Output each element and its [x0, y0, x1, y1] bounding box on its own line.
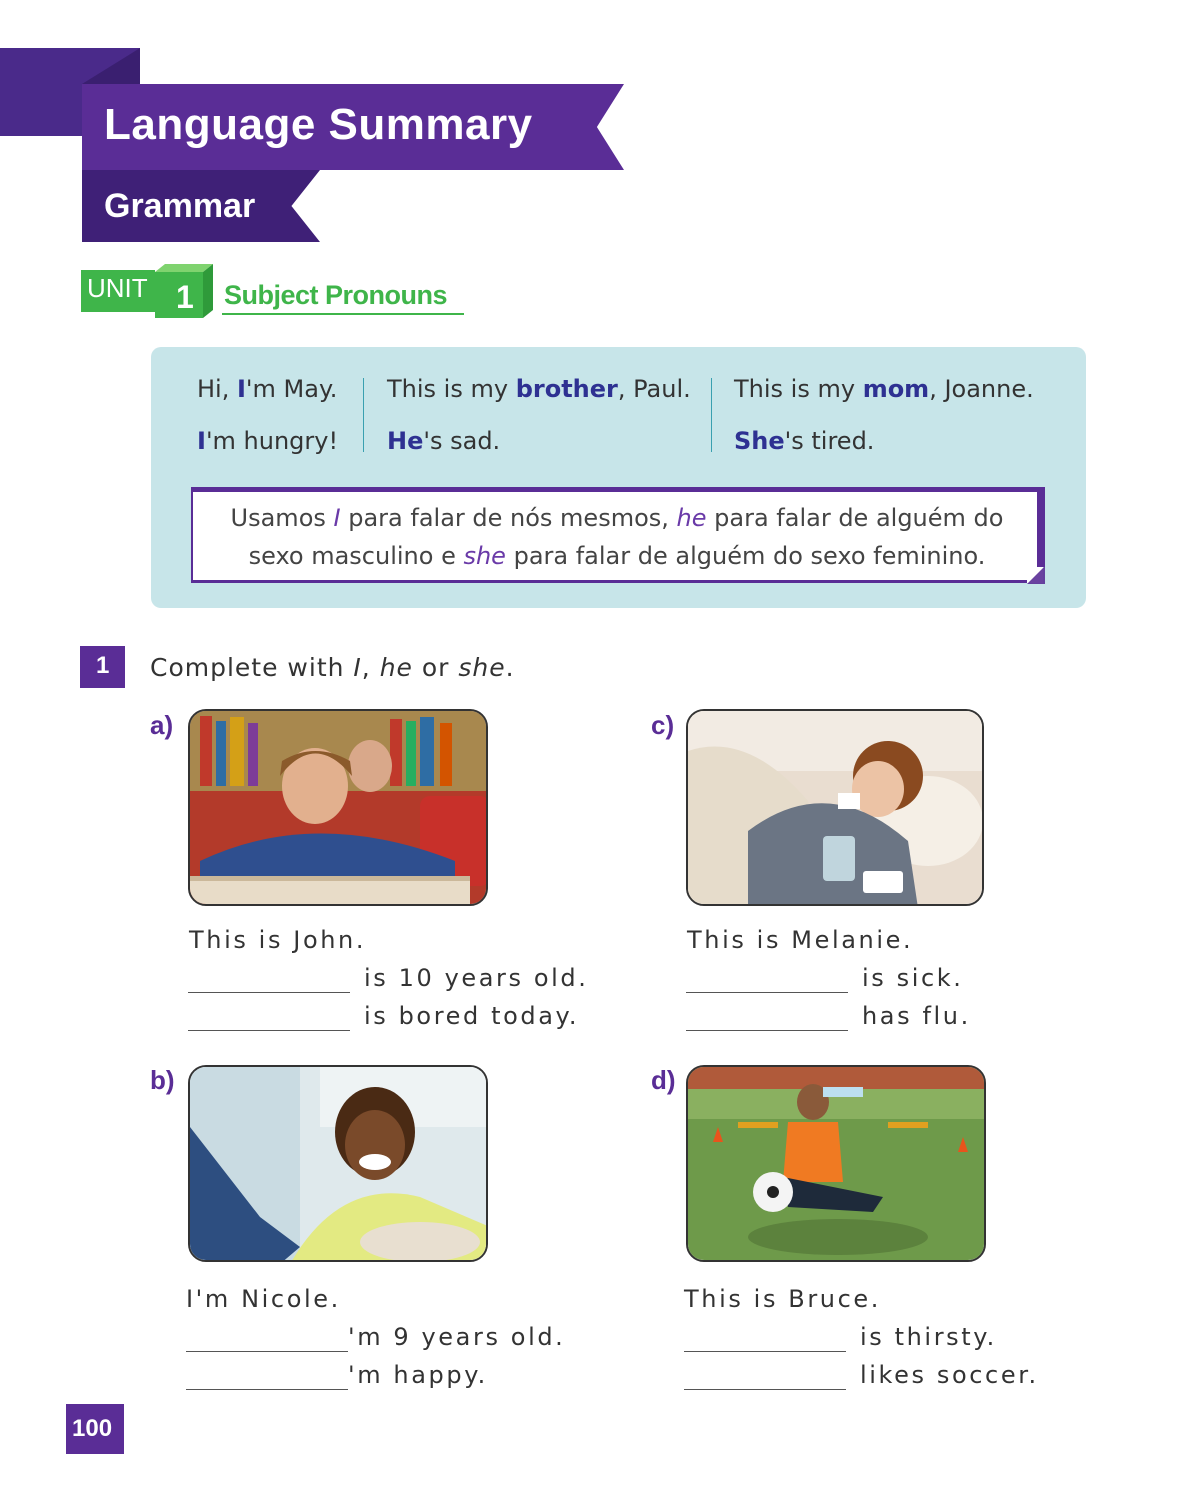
item-intro: This is Melanie.: [687, 926, 914, 954]
exercise-instruction: Complete with I, he or she.: [150, 653, 515, 682]
unit-number: 1: [176, 279, 194, 315]
item-line: 'm happy.: [348, 1361, 488, 1389]
answer-blank[interactable]: [188, 1030, 350, 1031]
unit-label: UNIT: [87, 273, 148, 303]
page-number: 100: [72, 1415, 113, 1442]
answer-blank[interactable]: [186, 1389, 348, 1390]
page-subtitle: Grammar: [104, 187, 256, 225]
item-letter: c): [651, 710, 675, 740]
note-line-1: Usamos I para falar de nós mesmos, he para falar de alguém do: [230, 504, 1004, 532]
exercise-number: 1: [96, 652, 110, 679]
example-col3-line2: She's tired.: [734, 427, 875, 455]
column-divider: [711, 378, 712, 452]
item-intro: This is Bruce.: [684, 1285, 882, 1313]
item-line: is thirsty.: [860, 1323, 997, 1351]
item-intro: I'm Nicole.: [186, 1285, 341, 1313]
photo-boy-soccer: [686, 1065, 986, 1262]
example-col1-line2: I'm hungry!: [197, 427, 339, 455]
item-letter: d): [651, 1065, 676, 1095]
answer-blank[interactable]: [686, 1030, 848, 1031]
note-line-2: sexo masculino e she para falar de alguém do sexo feminino.: [248, 542, 986, 570]
item-letter: a): [150, 710, 174, 740]
column-divider: [363, 378, 364, 452]
answer-blank[interactable]: [186, 1351, 348, 1352]
item-line: is 10 years old.: [364, 964, 589, 992]
unit-title: Subject Pronouns: [224, 280, 448, 310]
item-line: likes soccer.: [860, 1361, 1039, 1389]
item-letter: b): [150, 1065, 175, 1095]
example-col2-line1: This is my brother, Paul.: [387, 375, 691, 403]
item-intro: This is John.: [189, 926, 367, 954]
answer-blank[interactable]: [684, 1389, 846, 1390]
item-line: has flu.: [862, 1002, 971, 1030]
item-line: is bored today.: [364, 1002, 580, 1030]
photo-boy-bored: [188, 709, 488, 906]
example-col1-line1: Hi, I'm May.: [197, 375, 338, 403]
note-box-border: [191, 580, 1027, 583]
answer-blank[interactable]: [684, 1351, 846, 1352]
item-line: is sick.: [862, 964, 964, 992]
answer-blank[interactable]: [686, 992, 848, 993]
photo-girl-sick: [686, 709, 984, 906]
unit-title-underline: [222, 313, 464, 315]
example-col2-line2: He's sad.: [387, 427, 501, 455]
photo-girl-happy: [188, 1065, 488, 1262]
answer-blank[interactable]: [188, 992, 350, 993]
page-title: Language Summary: [104, 100, 533, 149]
item-line: 'm 9 years old.: [348, 1323, 566, 1351]
example-col3-line1: This is my mom, Joanne.: [734, 375, 1034, 403]
